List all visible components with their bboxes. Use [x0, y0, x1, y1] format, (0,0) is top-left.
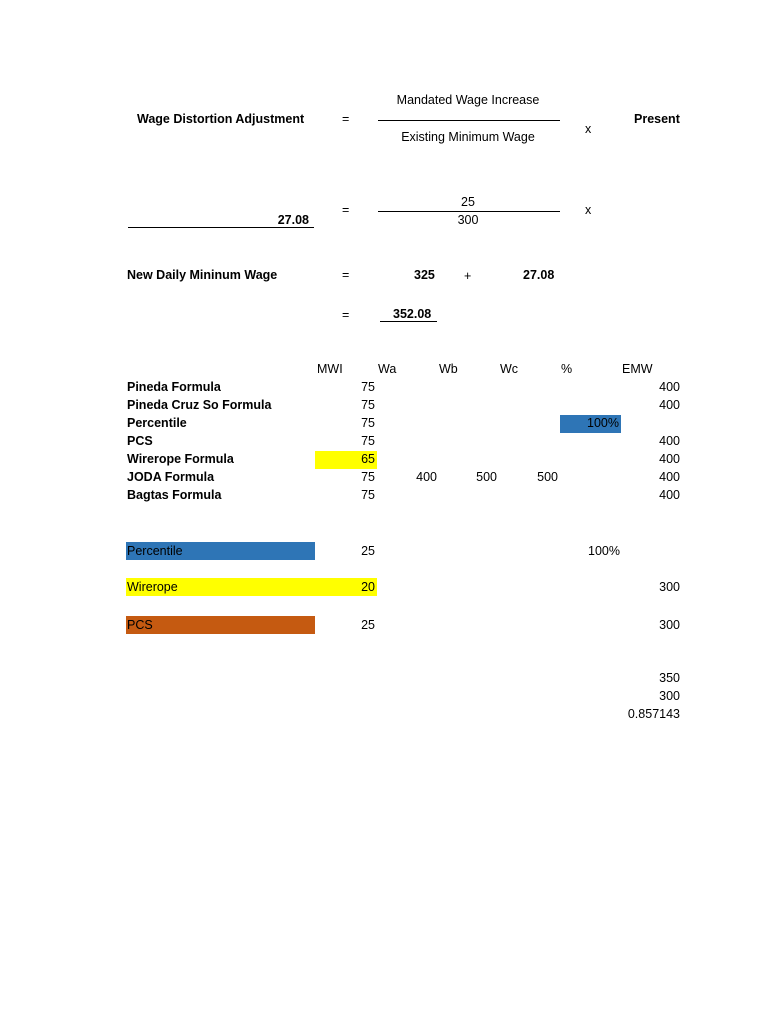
cell-mwi: 75 [361, 470, 375, 484]
cell-wb: 500 [476, 470, 497, 484]
equals-sign: = [342, 268, 350, 282]
header-emw: EMW [622, 362, 653, 376]
formula-denominator: Existing Minimum Wage [401, 130, 535, 144]
calc-numerator: 25 [461, 195, 475, 209]
cell-mwi: 75 [361, 488, 375, 502]
cell-wc: 500 [537, 470, 558, 484]
cell-emw: 400 [659, 398, 680, 412]
new-wage-adjustment: 27.08 [523, 268, 555, 282]
new-wage-label: New Daily Mininum Wage [127, 268, 278, 282]
fraction-bar [378, 120, 560, 121]
row-label: Pineda Cruz So Formula [127, 398, 272, 412]
cell-emw: 400 [659, 488, 680, 502]
total-underline [380, 321, 437, 322]
cell-mwi: 75 [361, 398, 375, 412]
row-label: Wirerope Formula [127, 452, 234, 466]
plus-sign: + [464, 269, 472, 283]
header-wb: Wb [439, 362, 458, 376]
cell-emw: 400 [659, 452, 680, 466]
times-sign: x [585, 122, 592, 136]
highlight-percent: 100% [588, 544, 620, 558]
row-label: Bagtas Formula [127, 488, 222, 502]
formula-label: Wage Distortion Adjustment [137, 112, 305, 126]
cell-mwi: 75 [361, 416, 375, 430]
row-label: Pineda Formula [127, 380, 221, 394]
highlight-value: 25 [361, 618, 375, 632]
bottom-value-2: 300 [659, 689, 680, 703]
row-label: PCS [127, 434, 153, 448]
cell-mwi: 65 [361, 452, 375, 466]
pcs-bar [126, 616, 315, 634]
times-sign: x [585, 203, 592, 217]
highlight-label: Wirerope [127, 580, 178, 594]
equals-sign: = [342, 308, 350, 322]
highlight-value: 25 [361, 544, 375, 558]
highlight-emw: 300 [659, 580, 680, 594]
equals-sign: = [342, 203, 350, 217]
bottom-value-3: 0.857143 [627, 707, 680, 721]
calc-result: 27.08 [277, 213, 309, 227]
cell-emw: 400 [659, 434, 680, 448]
formula-present: Present [634, 112, 680, 126]
highlight-label: Percentile [127, 544, 183, 558]
bottom-value-1: 350 [659, 671, 680, 685]
result-underline [128, 227, 314, 228]
header-percent: % [561, 362, 573, 376]
highlight-value: 20 [361, 580, 375, 594]
row-label: JODA Formula [127, 470, 215, 484]
new-wage-base: 325 [414, 268, 435, 282]
cell-mwi: 75 [361, 434, 375, 448]
header-wc: Wc [500, 362, 519, 376]
new-wage-total: 352.08 [393, 307, 432, 321]
header-wa: Wa [378, 362, 397, 376]
equals-sign: = [342, 112, 350, 126]
highlight-emw: 300 [659, 618, 680, 632]
header-mwi: MWI [317, 362, 343, 376]
cell-emw: 400 [659, 470, 680, 484]
cell-mwi: 75 [361, 380, 375, 394]
highlight-label: PCS [127, 618, 153, 632]
cell-pct: 100% [587, 416, 619, 430]
row-label: Percentile [127, 416, 187, 430]
cell-wa: 400 [416, 470, 437, 484]
cell-emw: 400 [659, 380, 680, 394]
calc-denominator: 300 [457, 213, 479, 227]
formula-numerator: Mandated Wage Increase [396, 93, 540, 107]
